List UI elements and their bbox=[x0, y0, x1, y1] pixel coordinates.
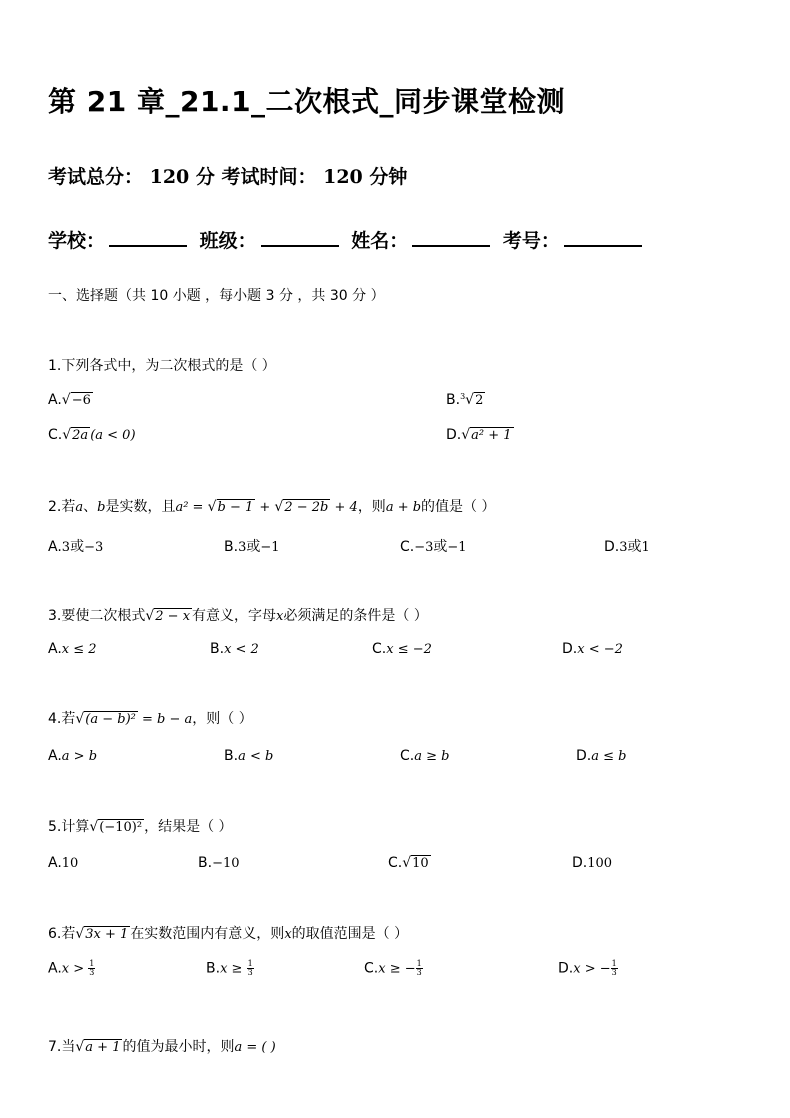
q1-option-a: A.√−6 bbox=[48, 392, 91, 408]
q2-option-b: B.3或−1 bbox=[224, 539, 280, 555]
q1-option-b: B.$^3$√2 bbox=[446, 392, 484, 408]
q5-option-c: C.√10 bbox=[388, 855, 429, 871]
q1-option-d: D.√a² + 1 bbox=[446, 427, 512, 443]
id-blank bbox=[564, 227, 642, 247]
question-4-stem: 4.若√(a − b)² = b − a，则（ ） bbox=[48, 711, 253, 727]
exam-meta: 考试总分： 120 分 考试时间： 120 分钟 bbox=[48, 166, 408, 188]
q5-option-b: B.−10 bbox=[198, 855, 240, 871]
page-title: 第 21 章_21.1_二次根式_同步课堂检测 bbox=[48, 85, 566, 118]
q6-option-c: C.x ≥ − $\frac{1}{3}$ bbox=[364, 959, 422, 977]
q2-option-a: A.3或−3 bbox=[48, 539, 104, 555]
name-label: 姓名： bbox=[351, 230, 409, 252]
q4-option-d: D.a ≤ b bbox=[576, 748, 627, 764]
question-6-stem: 6.若√3x + 1 在实数范围内有意义，则x的取值范围是（ ） bbox=[48, 926, 409, 942]
name-blank bbox=[412, 227, 490, 247]
school-label: 学校： bbox=[48, 230, 106, 252]
q1-option-c: C.√2a (a < 0) bbox=[48, 427, 136, 443]
q6-option-a: A.x > $\frac{1}{3}$ bbox=[48, 959, 95, 977]
student-info bbox=[48, 226, 648, 253]
id-label: 考号： bbox=[502, 230, 560, 252]
question-7-stem: 7.当√a + 1 的值为最小时，则a = ( ) bbox=[48, 1039, 276, 1055]
question-2-stem: 2.若a、b是实数，且a² = √b − 1 + √2 − 2b + 4，则a + b的值是（ ） bbox=[48, 499, 496, 515]
q3-option-d: D.x < −2 bbox=[562, 641, 623, 657]
question-3-stem: 3.要使二次根式√2 − x 有意义，字母x必须满足的条件是（ ） bbox=[48, 608, 428, 624]
q4-option-c: C.a ≥ b bbox=[400, 748, 450, 764]
q3-option-a: A.x ≤ 2 bbox=[48, 641, 97, 657]
class-blank bbox=[261, 227, 339, 247]
q6-option-b: B.x ≥ $\frac{1}{3}$ bbox=[206, 959, 253, 977]
q4-option-a: A.a > b bbox=[48, 748, 98, 764]
q2-option-d: D.3或1 bbox=[604, 539, 650, 555]
question-1-stem: 1.下列各式中，为二次根式的是（ ） bbox=[48, 358, 276, 374]
q3-option-b: B.x < 2 bbox=[210, 641, 259, 657]
school-blank bbox=[109, 227, 187, 247]
q2-option-c: C.−3或−1 bbox=[400, 539, 467, 555]
q5-option-d: D.100 bbox=[572, 855, 613, 871]
section-heading: 一、选择题（共 10 小题 ，每小题 3 分 ，共 30 分 ） bbox=[48, 288, 385, 304]
class-label: 班级： bbox=[199, 230, 257, 252]
q3-option-c: C.x ≤ −2 bbox=[372, 641, 432, 657]
q4-option-b: B.a < b bbox=[224, 748, 274, 764]
q6-option-d: D.x > − $\frac{1}{3}$ bbox=[558, 959, 617, 977]
question-5-stem: 5.计算√(−10)² ，结果是（ ） bbox=[48, 819, 233, 835]
q5-option-a: A.10 bbox=[48, 855, 79, 871]
